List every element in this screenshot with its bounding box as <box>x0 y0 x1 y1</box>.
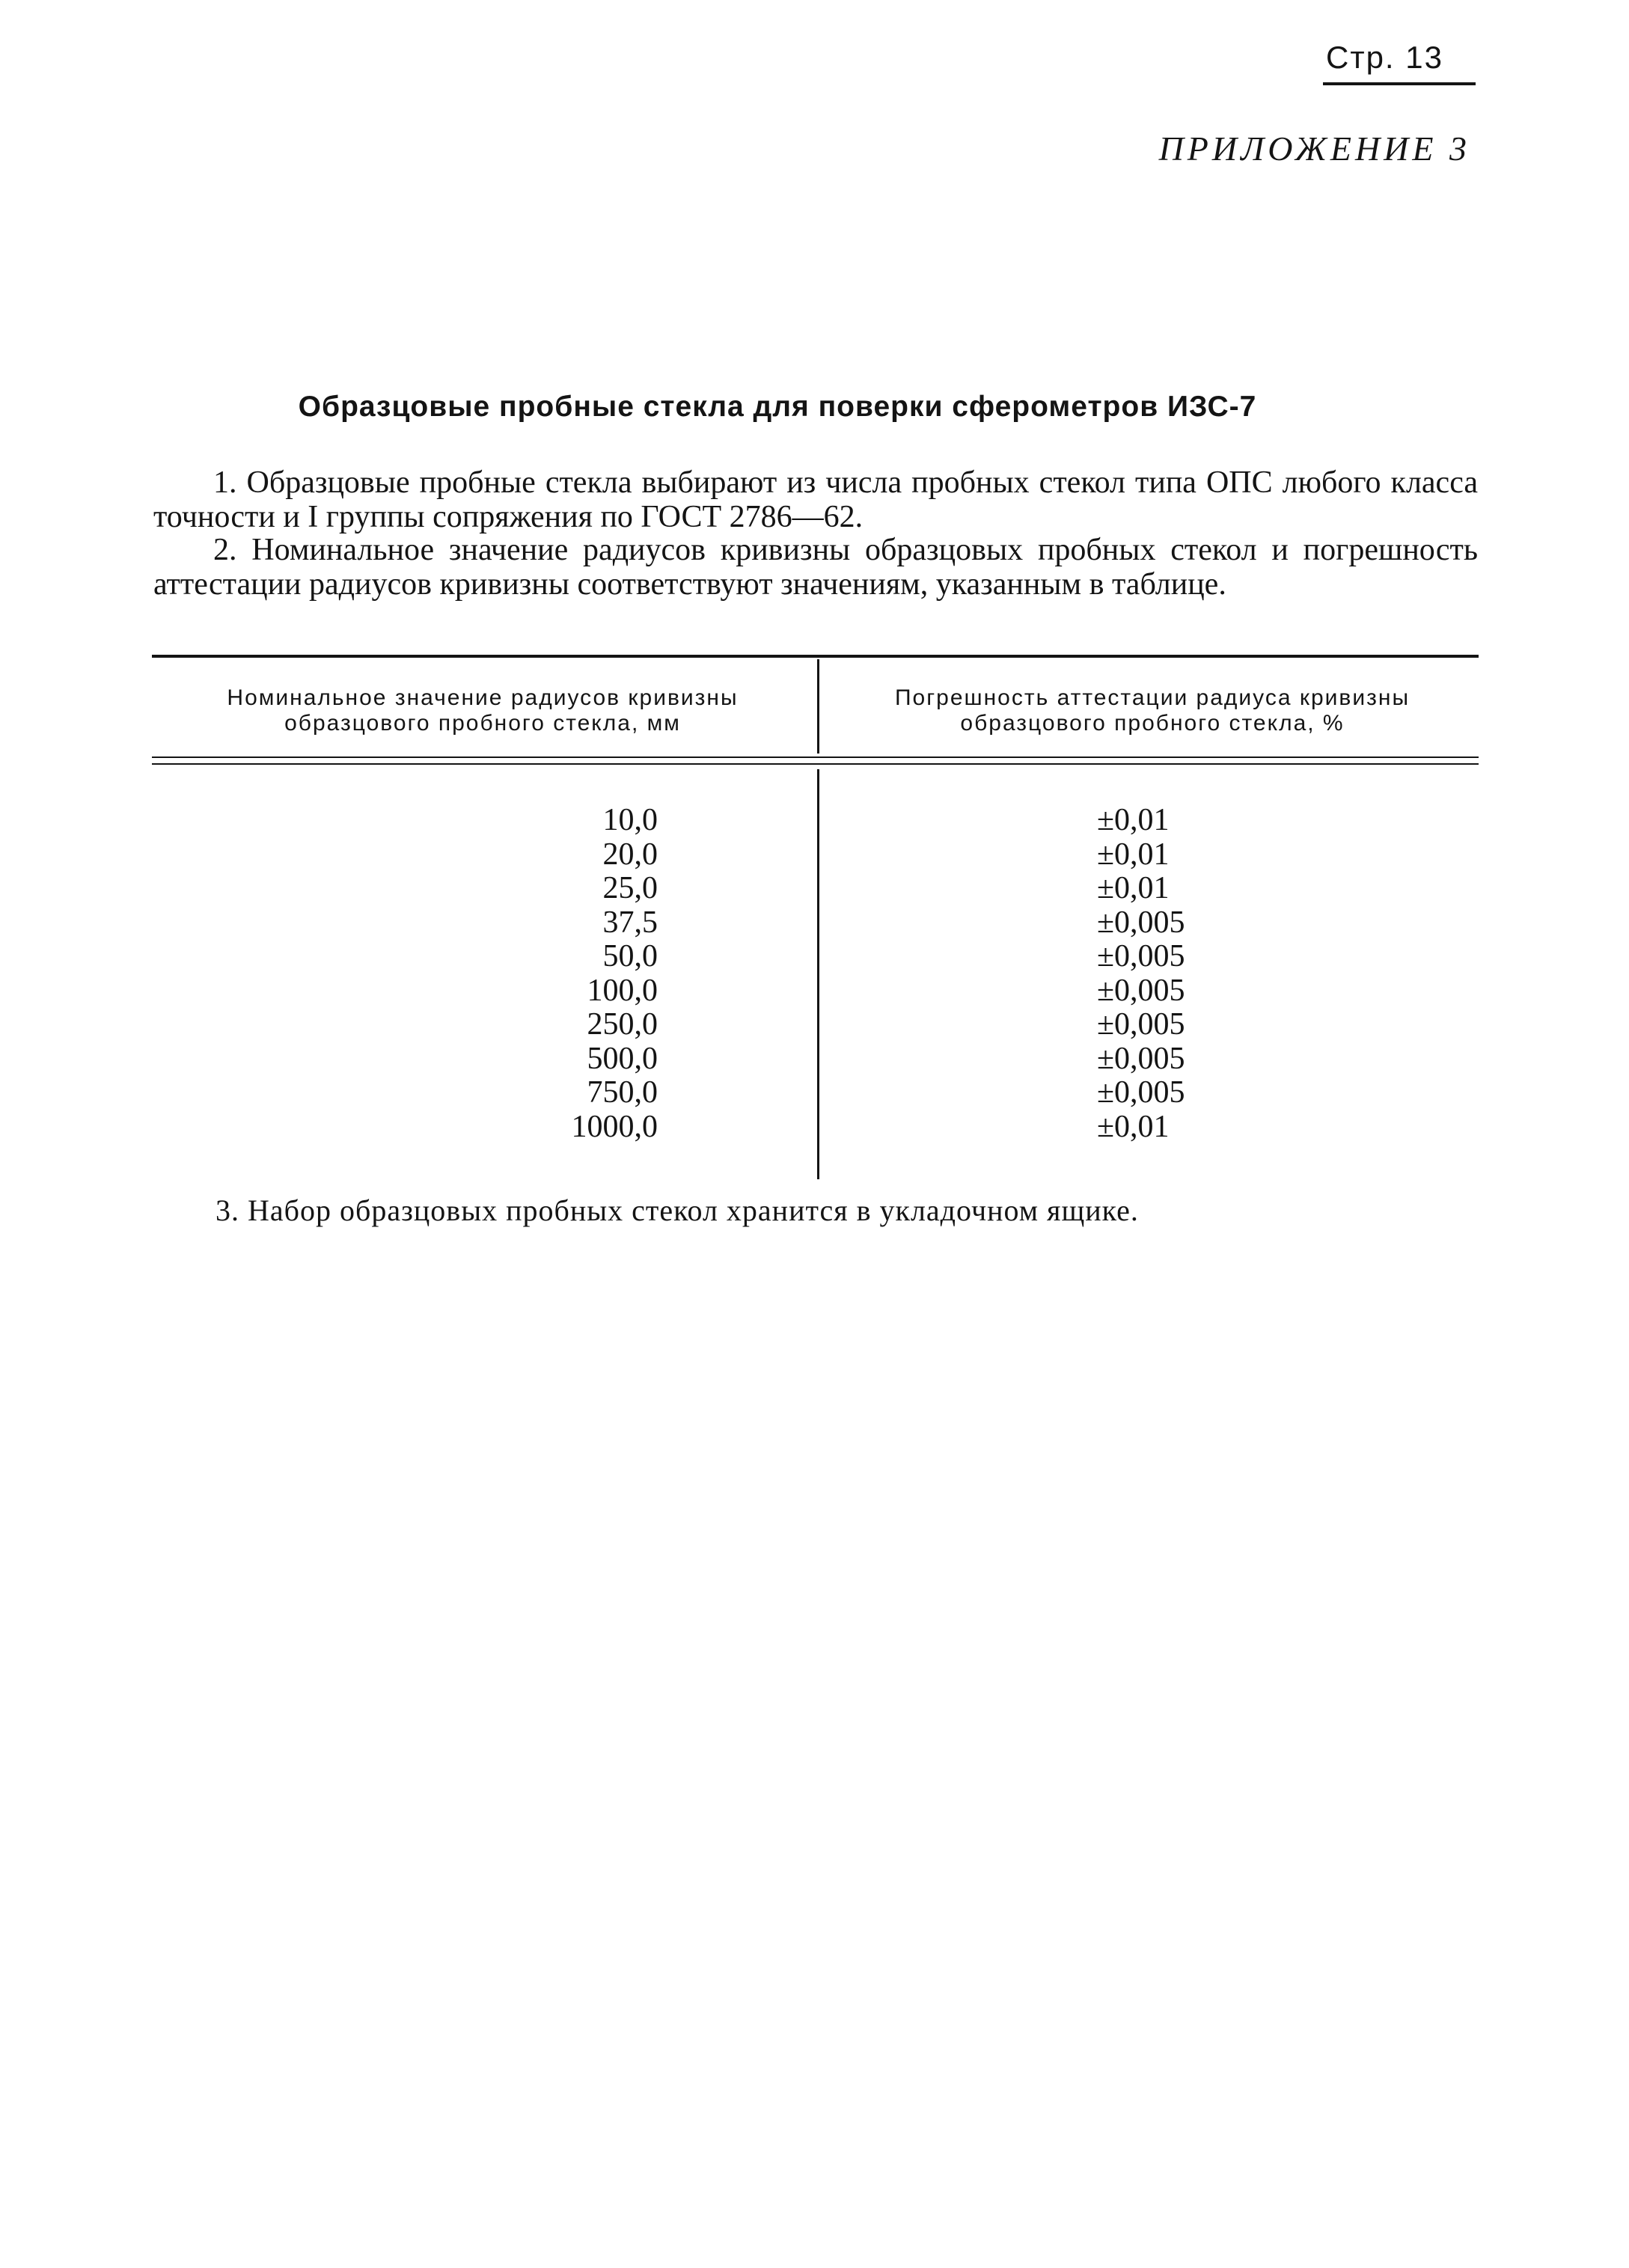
cell-error: ±0,01 <box>1097 837 1170 872</box>
cell-radius: 37,5 <box>602 905 658 940</box>
table-header-rule-2 <box>152 763 1479 765</box>
cell-radius: 500,0 <box>587 1041 658 1076</box>
table-row <box>152 1076 1479 1110</box>
cell-radius: 100,0 <box>587 973 658 1008</box>
cell-radius: 25,0 <box>602 871 658 905</box>
table-row <box>152 940 1479 974</box>
cell-error: ±0,005 <box>1097 905 1185 940</box>
document-title: Образцовые пробные стекла для поверки сферометров ИЗС-7 <box>298 391 1257 423</box>
cell-radius: 10,0 <box>602 803 658 837</box>
page-number: Стр. 13 <box>1326 40 1443 75</box>
table-row <box>152 1008 1479 1042</box>
column-header-error: Погрешность аттестации радиуса кривизны образцового пробного стекла, % <box>894 685 1411 736</box>
cell-error: ±0,005 <box>1097 939 1185 973</box>
cell-radius: 250,0 <box>587 1007 658 1042</box>
cell-error: ±0,01 <box>1097 871 1170 905</box>
cell-error: ±0,005 <box>1097 1075 1185 1110</box>
table-row <box>152 872 1479 906</box>
cell-error: ±0,005 <box>1097 1041 1185 1076</box>
table-row <box>152 1110 1479 1145</box>
paragraph-2-text: 2. Номинальное значение радиусов кривизны образцовых пробных стекол и погрешность аттестации радиусов кривизны соответствуют значениям, указанным в таблице. <box>153 533 1478 602</box>
cell-error: ±0,01 <box>1097 1109 1170 1144</box>
table-body <box>152 804 1479 1144</box>
cell-error: ±0,01 <box>1097 803 1170 837</box>
cell-error: ±0,005 <box>1097 973 1185 1008</box>
table-row <box>152 1042 1479 1077</box>
paragraph-3: 3. Набор образцовых пробных стекол хранится в укладочном ящике. <box>216 1193 1139 1227</box>
cell-radius: 750,0 <box>587 1075 658 1110</box>
table-row <box>152 906 1479 941</box>
column-header-radius: Номинальное значение радиусов кривизны образцового пробного стекла, мм <box>227 685 739 736</box>
cell-radius: 20,0 <box>602 837 658 872</box>
cell-radius: 1000,0 <box>571 1109 658 1144</box>
page-number-underline <box>1323 82 1476 85</box>
appendix-label: ПРИЛОЖЕНИЕ 3 <box>1158 129 1470 168</box>
table-header-divider <box>817 659 819 754</box>
table-row <box>152 838 1479 872</box>
paragraph-2 <box>153 533 1478 602</box>
table-row <box>152 804 1479 838</box>
cell-error: ±0,005 <box>1097 1007 1185 1042</box>
paragraph-1 <box>153 465 1478 534</box>
table-row <box>152 974 1479 1009</box>
table-header-rule-1 <box>152 756 1479 758</box>
paragraph-1-text: 1. Образцовые пробные стекла выбирают из числа пробных стекол типа ОПС любого класса точности и I группы сопряжения по ГОСТ 2786—62. <box>153 465 1478 534</box>
cell-radius: 50,0 <box>602 939 658 973</box>
table-top-rule <box>152 655 1479 658</box>
